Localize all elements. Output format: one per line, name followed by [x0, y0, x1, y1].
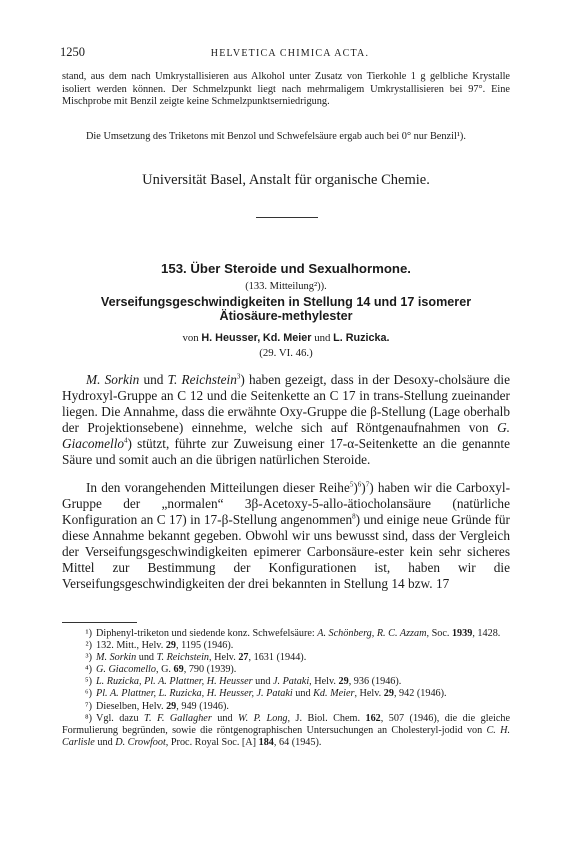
footnote-author: W. P. Long: [238, 712, 288, 724]
footnote-text: und: [136, 652, 157, 664]
footnote-text: 132. Mitt., Helv.: [96, 640, 166, 652]
footnote-text: , 507 (1946), die die gleiche Formulierung begründen, sowie die röntgenographischen Untersuchungen an Cholesteryl-jodid von: [62, 712, 511, 736]
footnote-number: ⁷): [85, 700, 92, 712]
footnote-volume: 162: [365, 712, 381, 724]
footnote-text: , 1428.: [472, 628, 501, 639]
article-subtitle-line-1: Verseifungsgeschwindigkeiten in Stellung 14 und 17 isomerer: [100, 295, 472, 309]
footnote-text: und: [211, 712, 239, 724]
footnotes: [62, 628, 510, 749]
article-title: 153. Über Steroide und Sexualhormone.: [161, 261, 411, 276]
footnote: [62, 676, 510, 688]
footnote-number: ⁶): [85, 688, 92, 700]
footnote: [62, 688, 510, 700]
author-meier: Kd. Meier: [262, 332, 312, 344]
footnote-text: , 949 (1946).: [176, 700, 229, 712]
ref-author-giacomello: G. Giacomello: [62, 419, 510, 451]
footnote-number: ¹): [85, 628, 92, 639]
footnote-ref: 6: [357, 480, 362, 489]
page-number: 1250: [60, 45, 85, 59]
footnote-author: A. Schönberg, R. C. Azzam,: [317, 628, 430, 639]
footnote-text: , 936 (1946).: [348, 676, 402, 688]
article-subtitle-line-2: Ätiosäure-methylester: [219, 308, 353, 323]
footnote-volume: 29: [166, 700, 177, 712]
footnote: [62, 628, 510, 640]
footnote-number: ³): [85, 652, 92, 664]
footnote-text: , 790 (1939).: [183, 664, 237, 676]
footnote: [62, 713, 510, 749]
footnote-volume: 29: [165, 640, 176, 652]
footnote-text: , 1631 (1944).: [248, 652, 307, 664]
footnote-text: Diphenyl-triketon und siedende konz. Schwefelsäure:: [96, 628, 318, 639]
body-text: ) haben gezeigt, dass in der Desoxy-cholsäure die Hydroxyl-Gruppe an C 12 und die Seitenkette an C 17 in trans-Stellung zueinander liegen. Die Annahme, dass die erwähnte Oxy-Gruppe die β-Stellung (Lage oberhalb der Projektionsebene) einnehme, welche sich auf Röntgenaufnahmen von: [62, 372, 510, 435]
footnote-author: L. Ruzicka, Pl. A. Plattner, H. Heusser: [96, 676, 253, 688]
footnote: [62, 664, 510, 676]
body-text: ) haben wir die Carboxyl-Gruppe der „normalen“ 3β-Acetoxy-5-allo-ätiocholansäure (natürliche Konfiguration an C 17) in 17-β-Stellung angenommen: [62, 480, 511, 527]
footnote-number: ⁴): [85, 664, 92, 676]
footnote-author: G. Giacomello: [96, 664, 156, 676]
footnote-ref: 3: [236, 372, 241, 381]
section-divider: [256, 217, 318, 218]
body-text: ): [361, 480, 366, 495]
body-text: ) stützt, führte zur Zuweisung einer 17-α-Seitenkette an die genannte Säure und somit auch an die übrigen natürlichen Steroide.: [62, 435, 510, 467]
footnote-text: , Helv.: [309, 676, 339, 688]
footnote-text: , 942 (1946).: [393, 688, 447, 700]
article-subtitle: [62, 296, 510, 323]
footnote-author: C. H. Carlisle: [62, 724, 511, 748]
body-paragraph-2: [62, 480, 510, 592]
footnote: [62, 701, 510, 713]
journal-title: HELVETICA CHIMICA ACTA.: [210, 48, 370, 59]
footnote-text: , J. Biol. Chem.: [287, 712, 366, 724]
footnote-text: , G.: [155, 664, 174, 676]
footnote-text: und: [292, 688, 314, 700]
footnote: [62, 640, 510, 652]
affiliation: Universität Basel, Anstalt für organische Chemie.: [142, 172, 430, 188]
footnote-text: , Helv.: [354, 688, 384, 700]
footnote-number: ⁸): [85, 712, 92, 724]
footnote-text: und: [94, 736, 116, 748]
footnote-ref: 4: [124, 436, 128, 445]
footnote-volume: 69: [173, 664, 184, 676]
footnote-volume: 29: [338, 676, 349, 688]
footnote-author: Pl. A. Plattner, L. Ruzicka, H. Heusser, J. Pataki: [96, 688, 293, 700]
article-authors: [62, 332, 510, 344]
footnote-divider: [62, 622, 137, 623]
footnote-number: ²): [85, 640, 92, 652]
footnote: [62, 652, 510, 664]
article-date: (29. VI. 46.): [259, 347, 313, 359]
body-text: und: [139, 372, 168, 387]
footnote-text: , 1195 (1946).: [176, 640, 234, 652]
footnote-text: , Proc. Royal Soc. [A]: [165, 736, 259, 748]
body-paragraph-1: [62, 372, 510, 468]
author-ruzicka: L. Ruzicka.: [333, 332, 390, 344]
body-text: ) und einige neue Gründe für diese Annahme bekannt gegeben. Obwohl wir uns bewusst sind, dass der Vergleich der Verseifungsgeschwindigkeiten epimerer Carbonsäure-ester kein sehr sicheres Mittel zur Bestimmung der Konfigurationen ist, haben wir die Verseifungsgeschwindigkeiten der drei bekannten in Stellung 14 bzw. 17: [62, 511, 510, 591]
ref-author-sorkin: M. Sorkin: [86, 372, 140, 387]
intro-paragraph-2: Die Umsetzung des Triketons mit Benzol und Schwefelsäure ergab auch bei 0° nur Benzil¹).: [86, 131, 466, 142]
footnote-author: T. Reichstein: [156, 652, 209, 664]
ref-author-reichstein: T. Reichstein: [167, 372, 237, 387]
footnote-author: Kd. Meier: [313, 688, 355, 700]
footnote-volume: 184: [258, 736, 274, 748]
article-communication: (133. Mitteilung²)).: [245, 281, 327, 292]
footnote-text: Vgl. dazu: [96, 712, 145, 724]
footnote-volume: 29: [383, 688, 394, 700]
footnote-author: D. Crowfoot: [115, 736, 166, 748]
footnote-ref: 7: [365, 480, 370, 489]
footnote-text: und: [252, 676, 273, 688]
footnote-text: Dieselben, Helv.: [96, 700, 167, 712]
footnote-author: M. Sorkin: [96, 652, 137, 664]
footnote-volume: 1939: [451, 628, 473, 639]
footnote-ref: 8: [352, 512, 356, 521]
footnote-text: , Helv.: [209, 652, 239, 664]
body-text: ): [353, 480, 358, 495]
footnote-author: T. F. Gallagher: [144, 712, 212, 724]
author-heusser: H. Heusser,: [201, 332, 261, 344]
authors-and: und: [314, 332, 331, 344]
footnote-number: ⁵): [85, 676, 92, 688]
footnote-volume: 27: [238, 652, 249, 664]
footnote-text: , 64 (1945).: [273, 736, 322, 748]
footnote-ref: 5: [349, 480, 354, 489]
footnote-author: J. Pataki: [272, 676, 310, 688]
intro-paragraph: stand, aus dem nach Umkrystallisieren aus Alkohol unter Zusatz von Tierkohle 1 g gelbliche Krystalle isoliert werden können. Der Schmelzpunkt liegt nach mehrmaligem Umkrystallisieren bei 97°. Eine Mischprobe mit Benzil zeigte keine Schmelzpunktserniedrigung.: [62, 71, 510, 108]
body-text: In den vorangehenden Mitteilungen dieser Reihe: [86, 480, 350, 495]
authors-prefix: von: [182, 332, 199, 344]
footnote-text: Soc.: [429, 628, 452, 639]
